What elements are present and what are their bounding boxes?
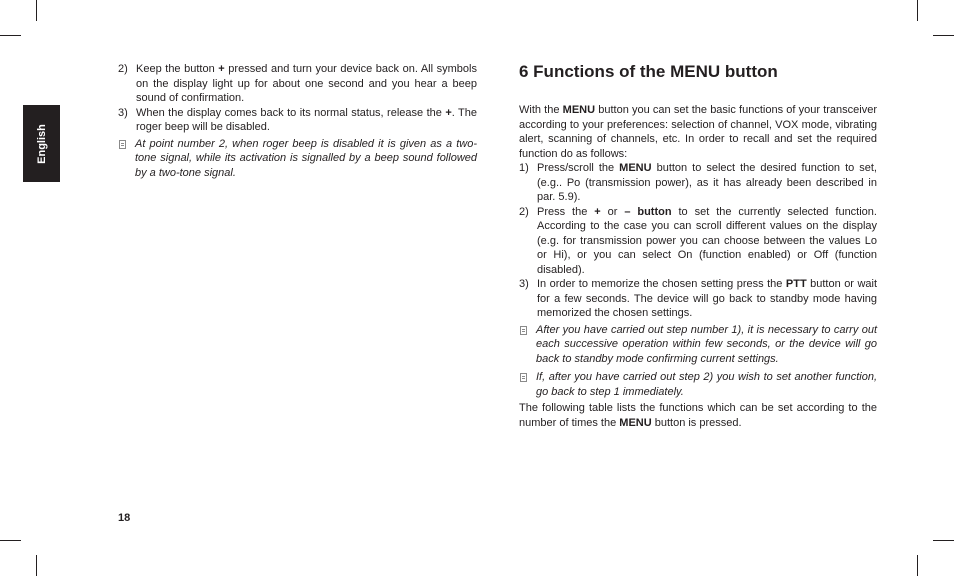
list-item-number: 2) [118,63,128,75]
list-item-number: 1) [519,162,529,174]
text: button is pressed. [651,416,742,429]
bold-text: + [594,205,601,218]
language-tab [23,105,60,182]
list-item-number: 3) [519,278,529,290]
text: button or wait for a few seconds. The device will go back to standby mode having memorized the chosen settings. [537,278,878,319]
text: . The roger beep will be disabled. [136,106,478,133]
crop-mark [36,555,37,576]
crop-mark [917,555,918,576]
bold-text: PTT [785,278,807,290]
text: Press the [537,205,595,218]
list-item [519,161,877,205]
note-text: At point number 2, when roger beep is disabled it is given as a two-tone signal, while its activation is signalled by a beep sound followed by a two-tone signal. [135,137,477,179]
note-icon [520,373,527,382]
note-text: After you have carried out step number 1), it is necessary to carry out each successive operation within few seconds, or the device will go back to standby mode confirming current settings. [536,323,877,365]
text: The following table lists the functions which can be set according to the number of times the [519,402,877,429]
crop-mark [0,540,21,541]
button-symbol: + [218,63,225,75]
note [519,370,877,399]
bold-text: MENU [562,104,596,116]
list-item-number: 3) [118,106,128,119]
list-item [519,205,877,278]
note [118,137,477,181]
crop-mark [0,35,21,36]
left-column [118,62,477,180]
text: In order to memorize the chosen setting press the [537,278,786,290]
note-text: If, after you have carried out step 2) you wish to set another function, go back to step 1 immediately. [536,371,877,398]
text: When the display comes back to its normal status, release the [136,106,446,119]
text: or [600,205,625,218]
crop-mark [933,540,954,541]
language-tab-label: English [35,123,48,164]
text: With the [519,104,563,116]
list-item-number: 2) [519,205,529,218]
text: button to select the desired function to set, (e.g.. Po (transmission power), as it has already been described in par. 5.9). [537,162,877,203]
text: pressed and turn your device back on. All symbols on the display light up for about one second and you hear a beep sound of confirmation. [136,63,477,104]
text: to set the currently selected function. According to the case you can scroll different values on the display (e.g. for transmission power you can choose between the values Lo or Hi), or you can select On (function enabled) or Off (function disabled). [537,205,877,276]
button-symbol: + [445,106,452,119]
crop-mark [917,0,918,21]
section-title: 6 Functions of the MENU button [519,62,778,81]
crop-mark [36,0,37,21]
bold-text: – button [624,205,672,218]
text: button you can set the basic functions of your transceiver according to your preferences: selection of channel, VOX mode, vibrating alert, scanning of channels, etc. In order to recall and set the required function do as follows: [519,104,878,160]
list-item [118,62,477,106]
text: Press/scroll the [537,162,620,174]
right-column [519,62,877,430]
intro-paragraph [519,103,877,161]
bold-text: MENU [619,416,652,429]
list-item [519,277,877,321]
crop-mark [933,35,954,36]
note [519,323,877,367]
text: Keep the button [136,63,219,75]
note-icon [520,326,527,335]
outro-paragraph [519,401,877,430]
bold-text: MENU [619,162,652,174]
page-number: 18 [118,512,131,524]
note-icon [119,140,126,149]
list-item [118,106,477,135]
